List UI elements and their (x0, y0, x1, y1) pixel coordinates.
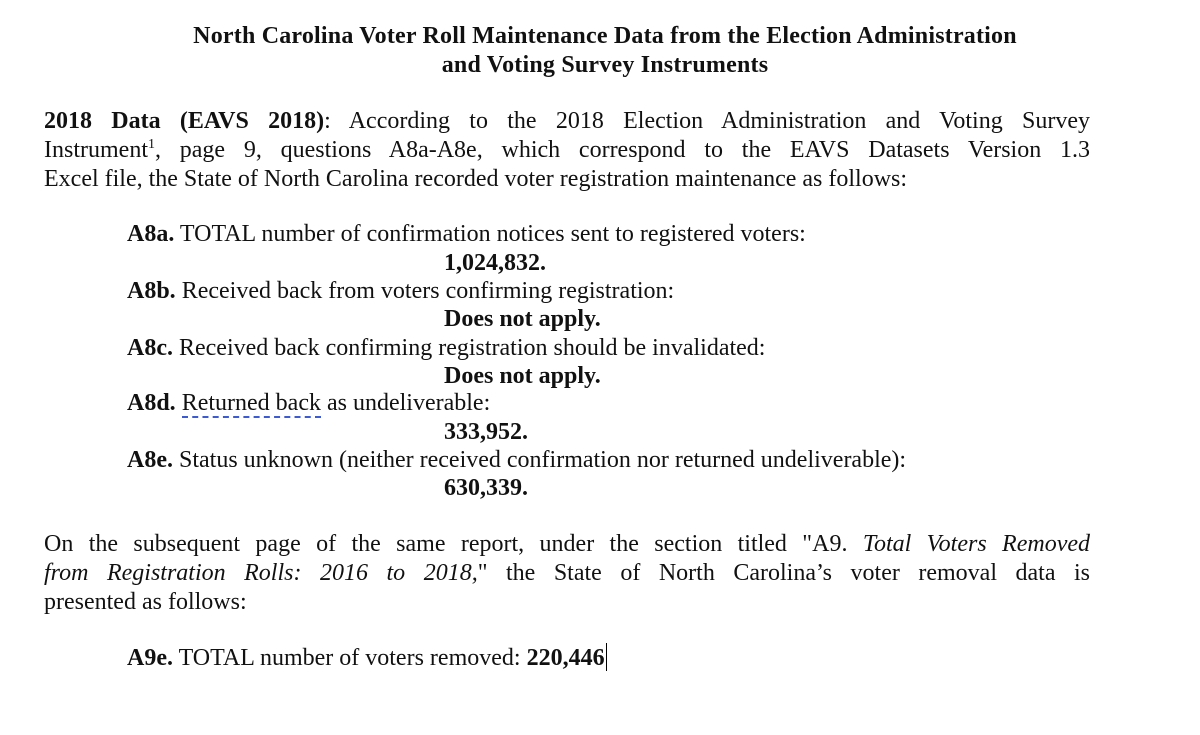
item-a8c (127, 334, 765, 363)
footnote-marker[interactable]: 1 (147, 137, 155, 152)
item-a8d (127, 389, 490, 418)
followup-paragraph (44, 530, 1090, 617)
intro-paragraph (44, 107, 1090, 194)
item-text: Received back from voters confirming registration: (181, 278, 675, 304)
spellcheck-flagged-text[interactable]: Returned back (181, 390, 321, 416)
item-code: A8e. (127, 447, 173, 473)
intro-line-1-text: : According to the 2018 Election Administration and Voting Survey (324, 108, 1090, 134)
item-a8b-value: Does not apply. (444, 306, 601, 332)
followup-line-1-italic: Total Voters Removed (862, 531, 1090, 557)
item-a8e-value: 630,339. (444, 475, 528, 501)
item-code: A8c. (127, 335, 173, 361)
intro-line-2-a: Instrument (44, 137, 148, 163)
intro-lead: 2018 Data (EAVS 2018) (44, 108, 325, 134)
intro-line-1 (44, 107, 1090, 136)
item-text: as undeliverable: (326, 390, 491, 416)
item-a8c-value: Does not apply. (444, 363, 601, 389)
item-a8a-value: 1,024,832. (444, 250, 546, 276)
item-code: A8b. (127, 278, 176, 304)
item-text: Received back confirming registration should be invalidated: (178, 335, 766, 361)
followup-line-2 (44, 559, 1090, 588)
item-text: Status unknown (neither received confirmation nor returned undeliverable): (178, 447, 907, 473)
intro-line-2-b: , page 9, questions A8a-A8e, which correspond to the EAVS Datasets Version 1.3 (154, 137, 1090, 163)
followup-line-2-text: " the State of North Carolina’s voter removal data is (477, 560, 1090, 586)
intro-line-2 (44, 136, 1090, 165)
item-code: A8d. (127, 390, 176, 416)
document-title-line-2: and Voting Survey Instruments (441, 52, 769, 78)
removed-total-value: 220,446 (526, 645, 605, 671)
item-a8d-value: 333,952. (444, 419, 528, 445)
followup-line-2-italic: from Registration Rolls: 2016 to 2018, (44, 560, 478, 586)
item-a8e (127, 446, 906, 475)
followup-line-1-text: On the subsequent page of the same report, under the section titled "A9. (44, 531, 863, 557)
item-code: A9e. (127, 645, 173, 671)
item-a9e (127, 643, 607, 673)
document-title-line-1: North Carolina Voter Roll Maintenance Data from the Election Administration (193, 23, 1017, 49)
intro-line-3: Excel file, the State of North Carolina recorded voter registration maintenance as follows: (44, 166, 908, 192)
item-code: A8a. (127, 221, 175, 247)
followup-line-3: presented as follows: (44, 589, 247, 615)
text-cursor[interactable] (606, 643, 607, 671)
followup-line-1 (44, 530, 1090, 559)
item-text: TOTAL number of confirmation notices sent to registered voters: (179, 221, 806, 247)
item-a8b (127, 277, 674, 306)
item-text: TOTAL number of voters removed: (178, 645, 527, 671)
item-a8a (127, 220, 806, 249)
